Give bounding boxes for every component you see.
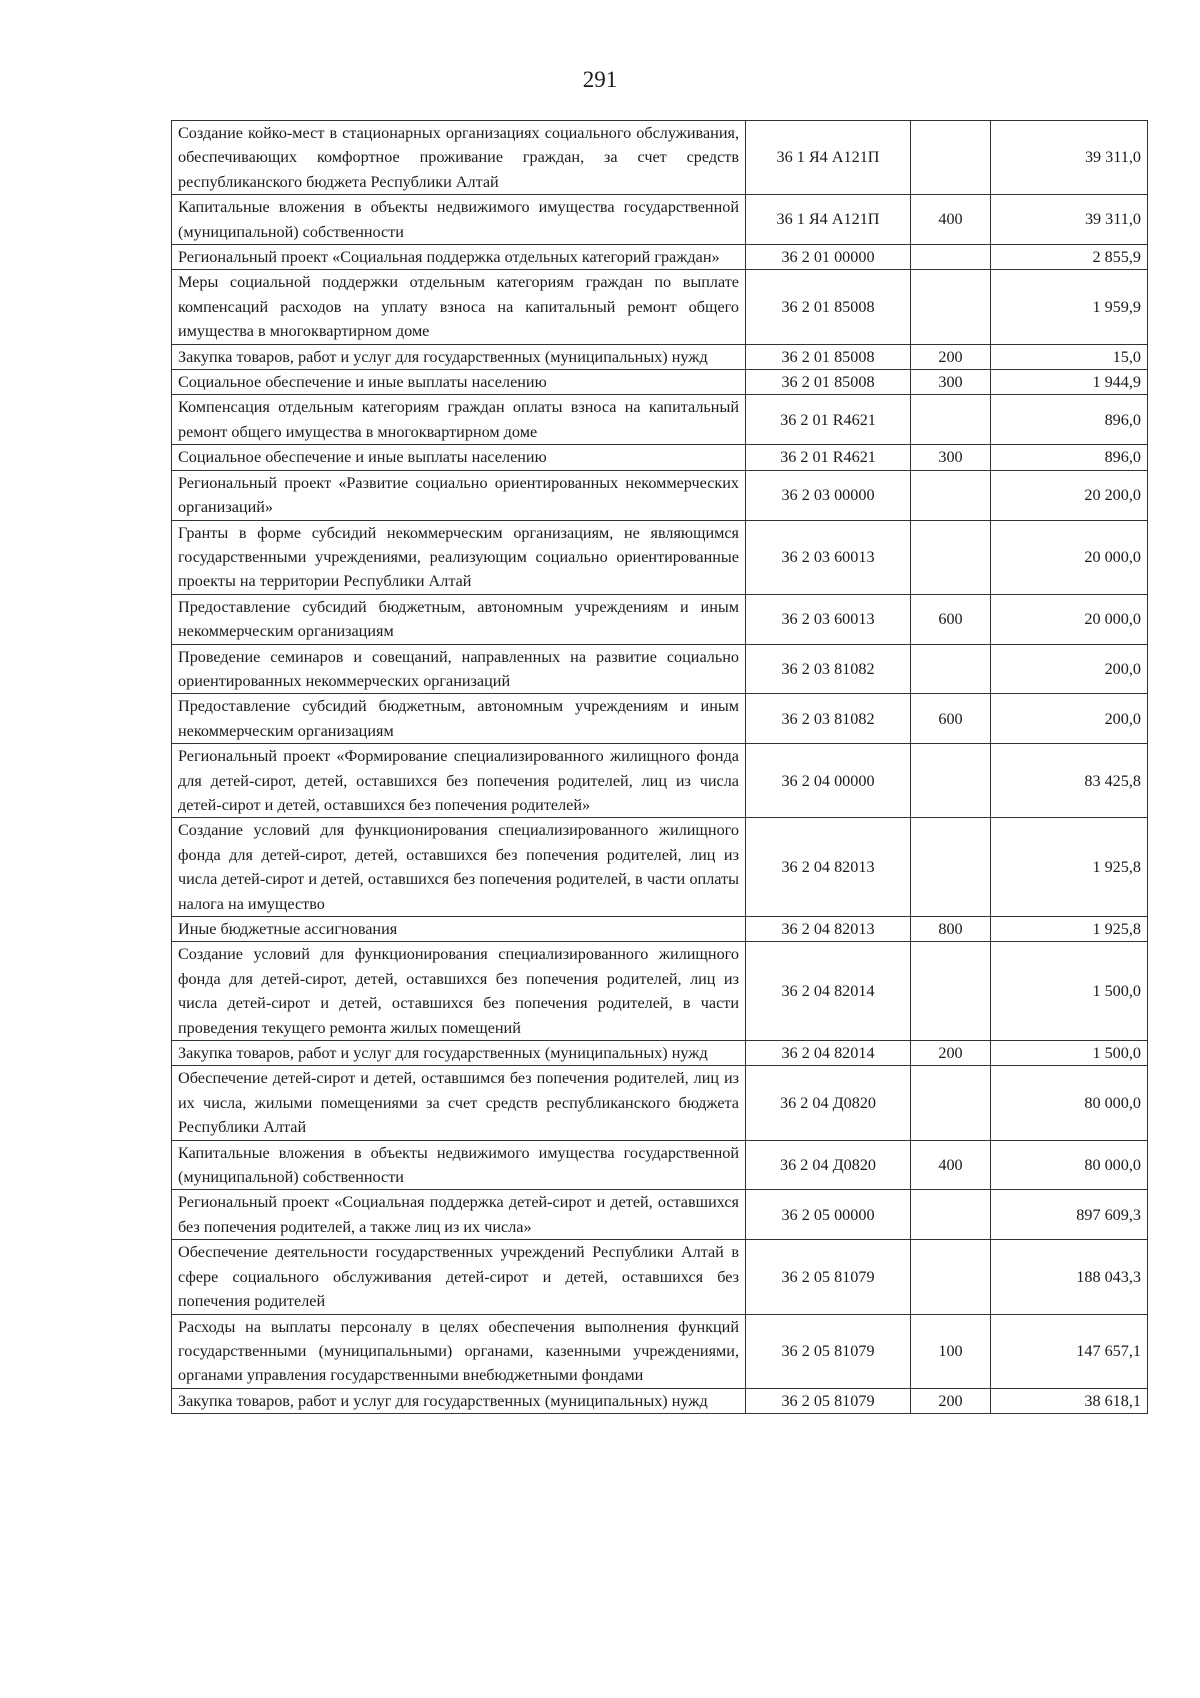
expense-name-cell: Закупка товаров, работ и услуг для государственных (муниципальных) нужд — [172, 1388, 746, 1413]
amount-cell: 2 855,9 — [991, 245, 1148, 270]
page-number: 291 — [582, 67, 618, 92]
expense-type-cell — [911, 245, 991, 270]
target-code-cell: 36 2 05 81079 — [746, 1240, 911, 1314]
expense-type-cell — [911, 121, 991, 195]
target-code-cell: 36 2 04 Д0820 — [746, 1140, 911, 1190]
amount-cell: 1 500,0 — [991, 942, 1148, 1041]
table-row — [172, 370, 1148, 395]
target-code-cell: 36 2 01 R4621 — [746, 445, 911, 470]
amount-cell: 200,0 — [991, 694, 1148, 744]
expense-name-cell: Создание условий для функционирования специализированного жилищного фонда для детей-сирот, детей, оставшихся без попечения родителей, лиц из числа детей-сирот и детей, оставшихся без попечения родителей, в части оплаты налога на имущество — [172, 818, 746, 917]
amount-cell: 1 959,9 — [991, 270, 1148, 344]
amount-cell: 897 609,3 — [991, 1190, 1148, 1240]
amount-cell: 1 925,8 — [991, 818, 1148, 917]
expense-name-cell: Социальное обеспечение и иные выплаты населению — [172, 445, 746, 470]
table-row — [172, 917, 1148, 942]
expense-name-cell: Обеспечение детей-сирот и детей, оставшимся без попечения родителей, лиц из их числа, жилыми помещениями за счет средств республиканского бюджета Республики Алтай — [172, 1066, 746, 1140]
expense-name-cell: Региональный проект «Формирование специализированного жилищного фонда для детей-сирот, детей, оставшихся без попечения родителей, лиц из числа детей-сирот и детей, оставшихся без попечения родителей» — [172, 744, 746, 818]
table-row — [172, 470, 1148, 520]
amount-cell: 80 000,0 — [991, 1140, 1148, 1190]
expense-name-cell: Капитальные вложения в объекты недвижимого имущества государственной (муниципальной) собственности — [172, 1140, 746, 1190]
table-row — [172, 1314, 1148, 1388]
expense-type-cell — [911, 520, 991, 594]
expense-type-cell: 200 — [911, 1388, 991, 1413]
target-code-cell: 36 2 05 00000 — [746, 1190, 911, 1240]
table-row — [172, 644, 1148, 694]
table-row — [172, 744, 1148, 818]
target-code-cell: 36 2 05 81079 — [746, 1314, 911, 1388]
table-row — [172, 1388, 1148, 1413]
expense-type-cell: 800 — [911, 917, 991, 942]
expense-name-cell: Региональный проект «Социальная поддержка отдельных категорий граждан» — [172, 245, 746, 270]
expense-type-cell: 100 — [911, 1314, 991, 1388]
table-row — [172, 121, 1148, 195]
expense-type-cell: 300 — [911, 370, 991, 395]
table-row — [172, 1041, 1148, 1066]
amount-cell: 39 311,0 — [991, 195, 1148, 245]
target-code-cell: 36 2 04 82013 — [746, 818, 911, 917]
amount-cell: 147 657,1 — [991, 1314, 1148, 1388]
amount-cell: 80 000,0 — [991, 1066, 1148, 1140]
amount-cell: 38 618,1 — [991, 1388, 1148, 1413]
table-row — [172, 344, 1148, 369]
expense-type-cell — [911, 270, 991, 344]
expense-name-cell: Предоставление субсидий бюджетным, автономным учреждениям и иным некоммерческим организациям — [172, 594, 746, 644]
expense-name-cell: Региональный проект «Социальная поддержка детей-сирот и детей, оставшихся без попечения родителей, а также лиц из их числа» — [172, 1190, 746, 1240]
expense-name-cell: Закупка товаров, работ и услуг для государственных (муниципальных) нужд — [172, 1041, 746, 1066]
target-code-cell: 36 2 04 Д0820 — [746, 1066, 911, 1140]
target-code-cell: 36 2 03 60013 — [746, 520, 911, 594]
expense-name-cell: Предоставление субсидий бюджетным, автономным учреждениям и иным некоммерческим организациям — [172, 694, 746, 744]
target-code-cell: 36 2 01 R4621 — [746, 395, 911, 445]
table-row — [172, 594, 1148, 644]
amount-cell: 20 200,0 — [991, 470, 1148, 520]
expense-type-cell — [911, 1240, 991, 1314]
amount-cell: 1 925,8 — [991, 917, 1148, 942]
table-row — [172, 1240, 1148, 1314]
table-row — [172, 445, 1148, 470]
expense-name-cell: Компенсация отдельным категориям граждан оплаты взноса на капитальный ремонт общего имущества в многоквартирном доме — [172, 395, 746, 445]
expense-type-cell: 200 — [911, 1041, 991, 1066]
target-code-cell: 36 2 05 81079 — [746, 1388, 911, 1413]
table-row — [172, 694, 1148, 744]
expense-type-cell: 400 — [911, 1140, 991, 1190]
expense-name-cell: Капитальные вложения в объекты недвижимого имущества государственной (муниципальной) собственности — [172, 195, 746, 245]
expense-type-cell — [911, 1190, 991, 1240]
table-row — [172, 520, 1148, 594]
amount-cell: 15,0 — [991, 344, 1148, 369]
expense-name-cell: Обеспечение деятельности государственных учреждений Республики Алтай в сфере социального обслуживания детей-сирот и детей, оставшихся без попечения родителей — [172, 1240, 746, 1314]
target-code-cell: 36 2 04 82014 — [746, 942, 911, 1041]
target-code-cell: 36 2 03 81082 — [746, 694, 911, 744]
target-code-cell: 36 2 01 85008 — [746, 370, 911, 395]
target-code-cell: 36 2 01 85008 — [746, 270, 911, 344]
amount-cell: 20 000,0 — [991, 594, 1148, 644]
amount-cell: 188 043,3 — [991, 1240, 1148, 1314]
target-code-cell: 36 1 Я4 А121П — [746, 121, 911, 195]
expense-type-cell — [911, 644, 991, 694]
expense-type-cell: 400 — [911, 195, 991, 245]
target-code-cell: 36 2 01 85008 — [746, 344, 911, 369]
amount-cell: 896,0 — [991, 395, 1148, 445]
target-code-cell: 36 2 03 00000 — [746, 470, 911, 520]
expense-name-cell: Меры социальной поддержки отдельным категориям граждан по выплате компенсаций расходов на уплату взноса на капитальный ремонт общего имущества в многоквартирном доме — [172, 270, 746, 344]
amount-cell: 896,0 — [991, 445, 1148, 470]
expense-type-cell: 600 — [911, 594, 991, 644]
table-row — [172, 395, 1148, 445]
expense-type-cell — [911, 942, 991, 1041]
expense-type-cell — [911, 395, 991, 445]
amount-cell: 200,0 — [991, 644, 1148, 694]
table-row — [172, 942, 1148, 1041]
amount-cell: 1 500,0 — [991, 1041, 1148, 1066]
expense-name-cell: Гранты в форме субсидий некоммерческим организациям, не являющимся государственными учреждениями, реализующим социально ориентированные проекты на территории Республики Алтай — [172, 520, 746, 594]
target-code-cell: 36 2 01 00000 — [746, 245, 911, 270]
table-row — [172, 195, 1148, 245]
amount-cell: 20 000,0 — [991, 520, 1148, 594]
expense-name-cell: Социальное обеспечение и иные выплаты населению — [172, 370, 746, 395]
expense-name-cell: Иные бюджетные ассигнования — [172, 917, 746, 942]
expense-type-cell — [911, 744, 991, 818]
target-code-cell: 36 2 04 00000 — [746, 744, 911, 818]
expense-type-cell — [911, 818, 991, 917]
target-code-cell: 36 2 04 82014 — [746, 1041, 911, 1066]
expense-type-cell: 600 — [911, 694, 991, 744]
table-row — [172, 1190, 1148, 1240]
expense-type-cell — [911, 470, 991, 520]
expense-name-cell: Создание койко-мест в стационарных организациях социального обслуживания, обеспечивающих комфортное проживание граждан, за счет средств республиканского бюджета Республики Алтай — [172, 121, 746, 195]
expense-name-cell: Проведение семинаров и совещаний, направленных на развитие социально ориентированных некоммерческих организаций — [172, 644, 746, 694]
target-code-cell: 36 2 03 60013 — [746, 594, 911, 644]
expense-name-cell: Создание условий для функционирования специализированного жилищного фонда для детей-сирот, детей, оставшихся без попечения родителей, лиц из числа детей-сирот и детей, оставшихся без попечения родителей, в части проведения текущего ремонта жилых помещений — [172, 942, 746, 1041]
target-code-cell: 36 1 Я4 А121П — [746, 195, 911, 245]
expense-type-cell: 200 — [911, 344, 991, 369]
expense-type-cell — [911, 1066, 991, 1140]
expense-name-cell: Расходы на выплаты персоналу в целях обеспечения выполнения функций государственными (муниципальными) органами, казенными учреждениями, органами управления государственными внебюджетными фондами — [172, 1314, 746, 1388]
expense-type-cell: 300 — [911, 445, 991, 470]
amount-cell: 39 311,0 — [991, 121, 1148, 195]
table-row — [172, 245, 1148, 270]
amount-cell: 83 425,8 — [991, 744, 1148, 818]
table-row — [172, 818, 1148, 917]
table-row — [172, 1066, 1148, 1140]
expense-name-cell: Региональный проект «Развитие социально ориентированных некоммерческих организаций» — [172, 470, 746, 520]
table-row — [172, 270, 1148, 344]
target-code-cell: 36 2 03 81082 — [746, 644, 911, 694]
budget-table — [171, 120, 1148, 1414]
amount-cell: 1 944,9 — [991, 370, 1148, 395]
target-code-cell: 36 2 04 82013 — [746, 917, 911, 942]
budget-table-body — [172, 121, 1148, 1414]
table-row — [172, 1140, 1148, 1190]
expense-name-cell: Закупка товаров, работ и услуг для государственных (муниципальных) нужд — [172, 344, 746, 369]
